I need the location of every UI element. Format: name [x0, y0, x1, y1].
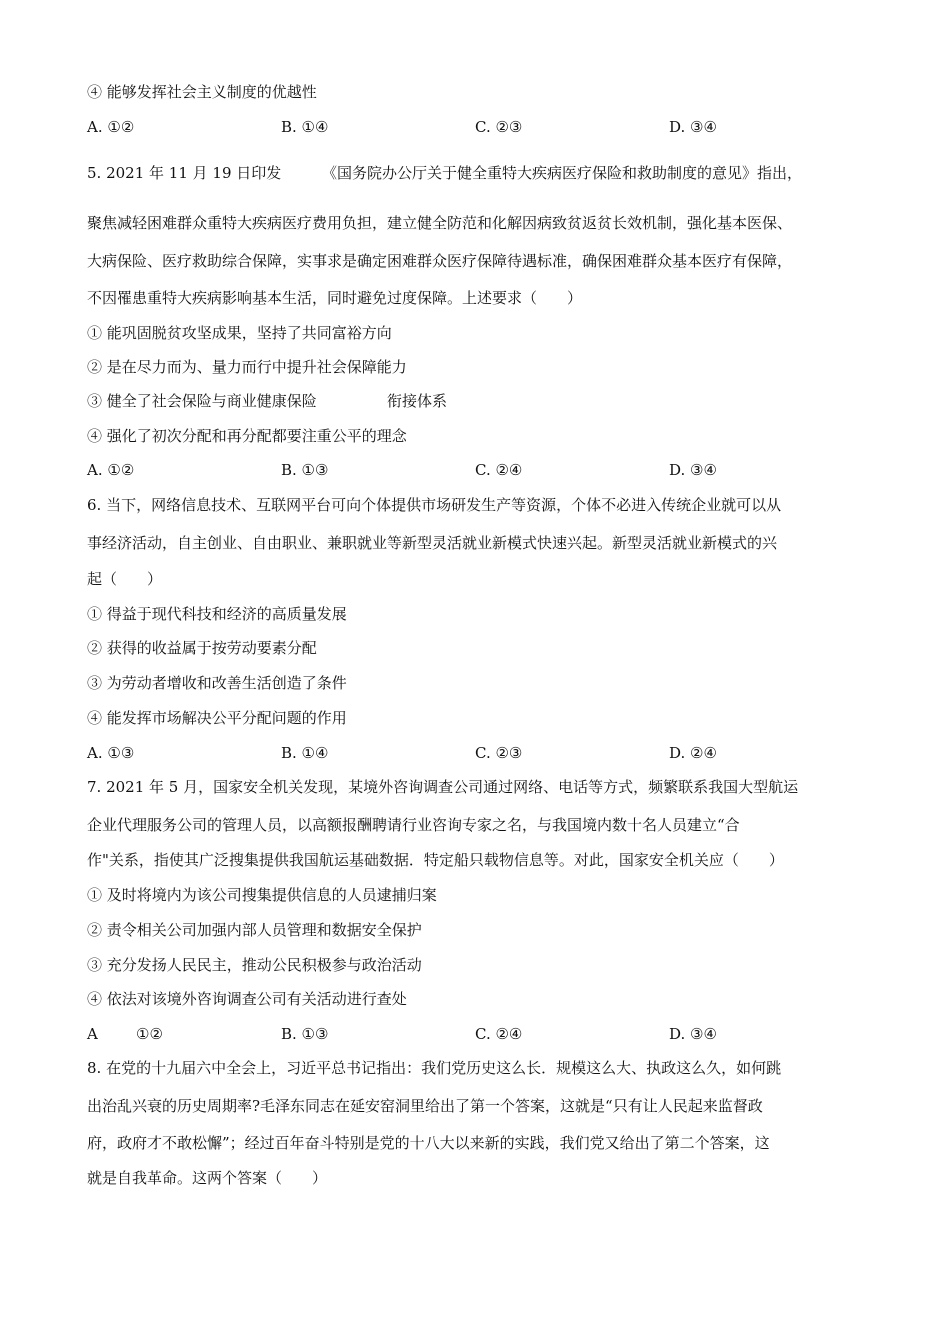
q8-stem-line3: 府，政府才不敢松懈”；经过百年奋斗特别是党的十八大以来新的实践，我们党又给出了第二个答案，这: [87, 1134, 770, 1152]
q8-stem-line1: 8. 在党的十九届六中全会上，习近平总书记指出：我们党历史这么长．规模这么大、执政这么久，如何跳: [87, 1059, 782, 1077]
q6-option-a: A. ①③: [87, 744, 135, 762]
q5-stem-line4: 不因罹患重特大疾病影响基本生活，同时避免过度保障。上述要求（ ）: [87, 289, 583, 307]
q6-stem-line2: 事经济活动，自主创业、自由职业、兼职就业等新型灵活就业新模式快速兴起。新型灵活就业新模式的兴: [87, 534, 778, 552]
q7-item-2: ② 责令相关公司加强内部人员管理和数据安全保护: [87, 921, 422, 939]
q6-item-3: ③ 为劳动者增收和改善生活创造了条件: [87, 674, 347, 692]
q4-option-d: D. ③④: [669, 118, 717, 136]
q5-option-c: C. ②④: [475, 461, 523, 479]
q5-stem-line2: 聚焦减轻困难群众重特大疾病医疗费用负担，建立健全防范和化解因病致贫返贫长效机制，强化基本医保、: [87, 214, 793, 232]
q4-option-c: C. ②③: [475, 118, 523, 136]
q8-stem-line4: 就是自我革命。这两个答案（ ）: [87, 1169, 328, 1187]
q7-stem-line1: 7. 2021 年 5 月，国家安全机关发现，某境外咨询调查公司通过网络、电话等方式，频繁联系我国大型航运: [87, 778, 799, 796]
q6-stem-line1: 6. 当下，网络信息技术、互联网平台可向个体提供市场研发生产等资源，个体不必进入传统企业就可以从: [87, 496, 782, 514]
q5-item-4: ④ 强化了初次分配和再分配都要注重公平的理念: [87, 427, 407, 445]
q5-stem-line1-start: 5. 2021 年 11 月 19 日印发: [87, 164, 282, 182]
q4-option-a: A. ①②: [87, 118, 135, 136]
q7-item-1: ① 及时将境内为该公司搜集提供信息的人员逮捕归案: [87, 886, 437, 904]
q6-item-1: ① 得益于现代科技和经济的高质量发展: [87, 605, 347, 623]
q7-option-d: D. ③④: [669, 1025, 717, 1043]
q7-item-4: ④ 依法对该境外咨询调查公司有关活动进行查处: [87, 990, 407, 1008]
q6-option-c: C. ②③: [475, 744, 523, 762]
q7-option-a-letter: A: [87, 1025, 98, 1043]
q6-stem-line3: 起（ ）: [87, 570, 163, 588]
q6-item-4: ④ 能发挥市场解决公平分配问题的作用: [87, 709, 347, 727]
q7-stem-line3: 作"关系，指使其广泛搜集提供我国航运基础数据．特定船只载物信息等。对此，国家安全机关应（ ）: [87, 851, 784, 869]
q6-option-d: D. ②④: [669, 744, 717, 762]
q5-stem-line1-end: 《国务院办公厅关于健全重特大疾病医疗保险和救助制度的意见》指出，: [322, 164, 803, 182]
q5-item-2: ② 是在尽力而为、量力而行中提升社会保障能力: [87, 358, 407, 376]
q6-option-b: B. ①④: [281, 744, 329, 762]
q4-option-b: B. ①④: [281, 118, 329, 136]
q7-option-c: C. ②④: [475, 1025, 523, 1043]
q5-item-3-end: 衔接体系: [387, 392, 448, 410]
q5-item-1: ① 能巩固脱贫攻坚成果，坚持了共同富裕方向: [87, 324, 392, 342]
q6-item-2: ② 获得的收益属于按劳动要素分配: [87, 639, 317, 657]
q5-option-a: A. ①②: [87, 461, 135, 479]
q7-stem-line2: 企业代理服务公司的管理人员，以高额报酬聘请行业咨询专家之名，与我国境内数十名人员建立“合: [87, 816, 740, 834]
q5-item-3-start: ③ 健全了社会保险与商业健康保险: [87, 392, 317, 410]
q5-option-d: D. ③④: [669, 461, 717, 479]
q4-item-4: ④ 能够发挥社会主义制度的优越性: [87, 83, 317, 101]
q7-option-b: B. ①③: [281, 1025, 329, 1043]
q7-option-a-value: ①②: [136, 1025, 163, 1043]
q5-stem-line3: 大病保险、医疗救助综合保障，实事求是确定困难群众医疗保障待遇标准，确保困难群众基本医疗有保障，: [87, 252, 793, 270]
q8-stem-line2: 出治乱兴衰的历史周期率?毛泽东同志在延安窑洞里给出了第一个答案，这就是“只有让人民起来监督政: [87, 1097, 763, 1115]
q7-item-3: ③ 充分发扬人民民主，推动公民积极参与政治活动: [87, 956, 422, 974]
q5-option-b: B. ①③: [281, 461, 329, 479]
